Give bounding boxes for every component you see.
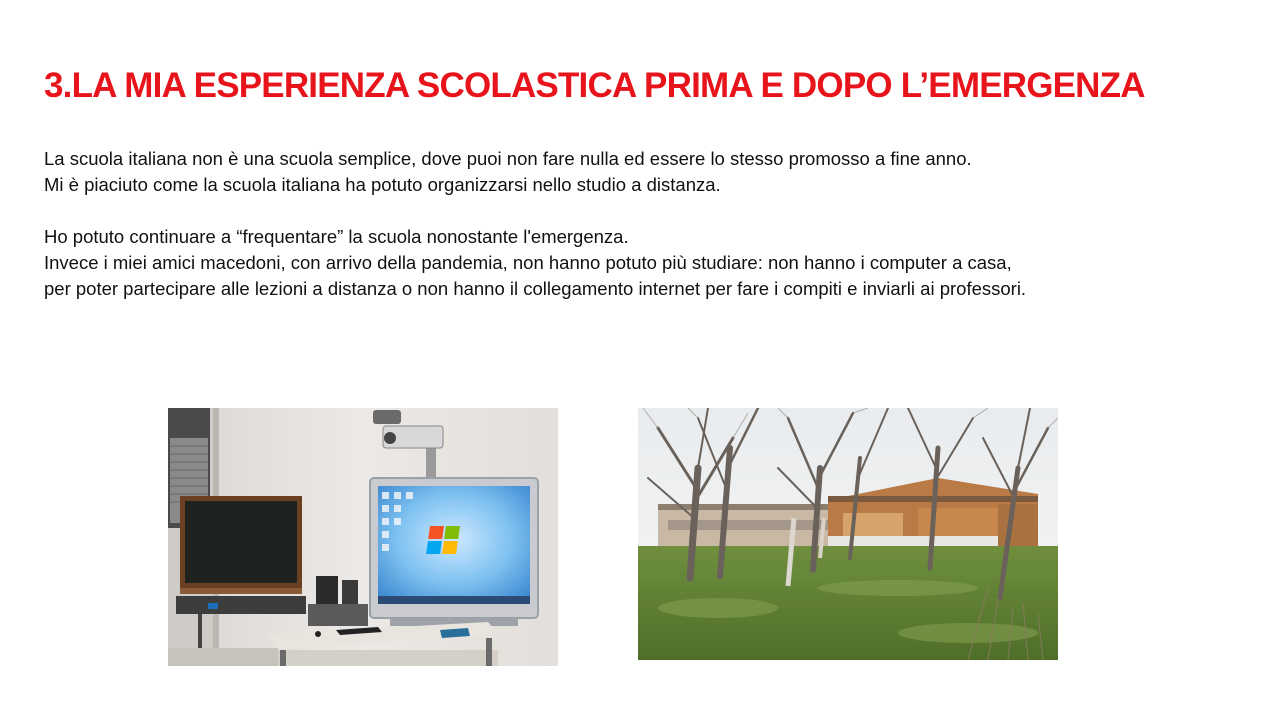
slide-title: 3.LA MIA ESPERIENZA SCOLASTICA PRIMA E DOPO L’EMERGENZA [44,66,1145,105]
paragraph-1: La scuola italiana non è una scuola semplice, dove puoi non fare nulla ed essere lo stesso promosso a fine anno. [44,148,972,169]
paragraph-3: Ho potuto continuare a “frequentare” la scuola nonostante l'emergenza. [44,226,629,247]
classroom-photo [168,408,558,666]
paragraph-4: Invece i miei amici macedoni, con arrivo della pandemia, non hanno potuto più studiare: non hanno i computer a casa, [44,252,1012,273]
school-building-photo [638,408,1058,660]
paragraph-5: per poter partecipare alle lezioni a distanza o non hanno il collegamento internet per fare i compiti e inviarli ai professori. [44,278,1027,299]
paragraph-spacer [44,198,1254,224]
paragraph-2: Mi è piaciuto come la scuola italiana ha potuto organizzarsi nello studio a distanza. [44,174,721,195]
slide-body [44,146,1254,302]
